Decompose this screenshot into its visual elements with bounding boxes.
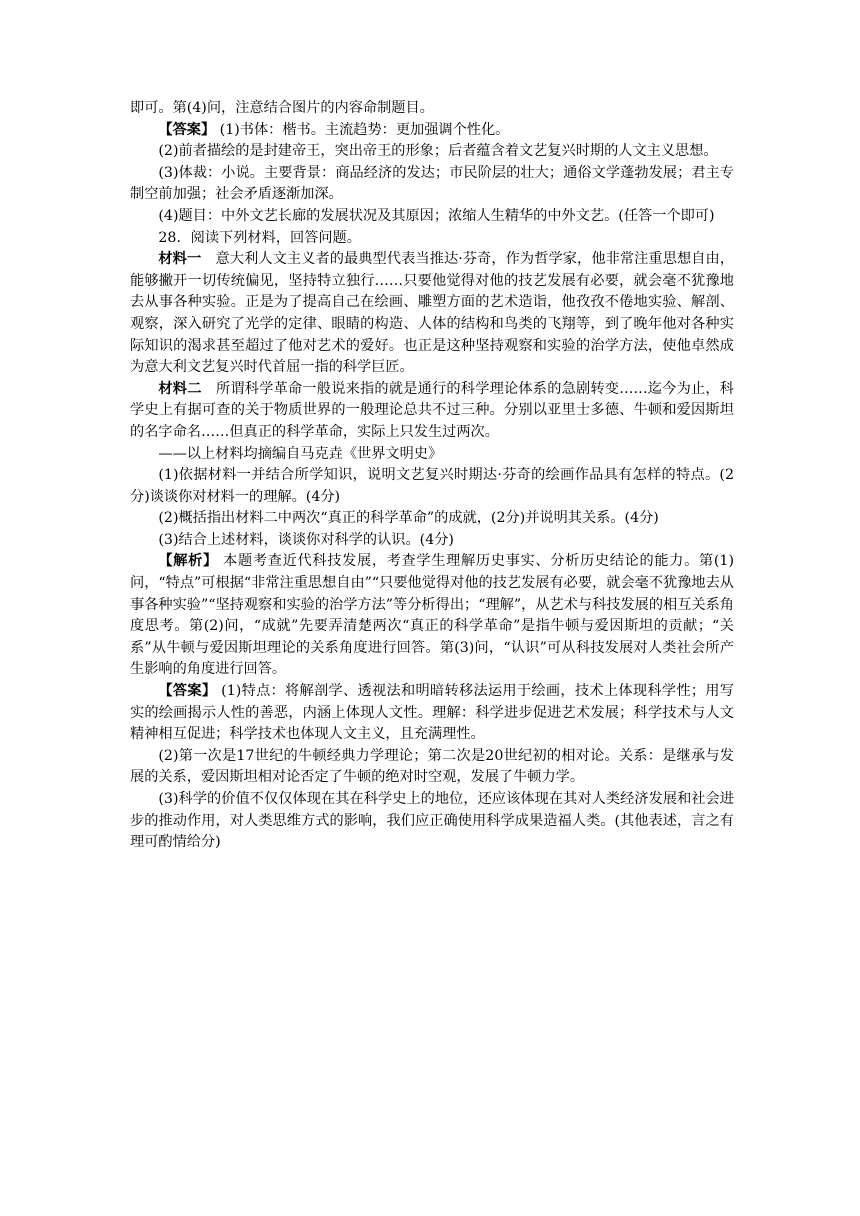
- analysis-label: 【解析】: [158, 553, 218, 570]
- source-citation: ——以上材料均摘编自马克垚《世界文明史》: [158, 445, 443, 462]
- analysis-paragraph: [130, 551, 734, 681]
- material-one-label: 材料一: [158, 251, 202, 268]
- sub-question-2: (2)概括指出材料二中两次“真正的科学革命”的成就，(2分)并说明其关系。(4分): [158, 510, 659, 527]
- material-one: [130, 249, 734, 379]
- answer-label: 【答案】: [158, 121, 216, 138]
- answer-text: (1)书体：楷书。主流趋势：更加强调个性化。: [215, 121, 510, 138]
- material-one-text: 意大利人文主义者的最典型代表当推达·芬奇，作为哲学家，他非常注重思想自由，能够撇开一切传统偏见，坚持特立独行……只要他觉得对他的技艺发展有必要，就会毫不犹豫地去从事各种实验。正是为了提高自己在绘画、雕塑方面的艺术造诣，他孜孜不倦地实验、解剖、观察，深入研究了光学的定律、眼睛的构造、人体的结构和鸟类的飞翔等，到了晚年他对各种实际知识的渴求甚至超过了他对艺术的爱好。也正是这种坚持观察和实验的治学方法，使他卓然成为意大利文艺复兴时代首屈一指的科学巨匠。: [130, 251, 734, 376]
- answer2-paragraph-3: (3)科学的价值不仅仅体现在其在科学史上的地位，还应该体现在其对人类经济发展和社会进步的推动作用，对人类思维方式的影响，我们应正确使用科学成果造福人类。(其他表述，言之有理可酌情给分): [130, 791, 734, 851]
- question-28: 28．阅读下列材料，回答问题。: [158, 229, 361, 246]
- answer-paragraph-2: (2)前者描绘的是封建帝王，突出帝王的形象；后者蕴含着文艺复兴时期的人文主义思想。: [158, 143, 718, 160]
- document-page: [130, 98, 734, 854]
- answer2-paragraph-1: [130, 681, 734, 746]
- sub-question-3: (3)结合上述材料，谈谈你对科学的认识。(4分): [158, 531, 454, 548]
- material-two: [130, 379, 734, 444]
- sub-question-1: (1)依据材料一并结合所学知识，说明文艺复兴时期达·芬奇的绘画作品具有怎样的特点。(2分)谈谈你对材料一的理解。(4分): [130, 467, 734, 505]
- answer-paragraph-4: (4)题目：中外文艺长廊的发展状况及其原因；浓缩人生精华的中外文艺。(任答一个即可): [158, 207, 715, 224]
- answer2-paragraph-2: (2)第一次是17世纪的牛顿经典力学理论；第二次是20世纪初的相对论。关系：是继承与发展的关系，爱因斯坦相对论否定了牛顿的绝对时空观，发展了牛顿力学。: [130, 747, 734, 786]
- answer2-text: (1)特点：将解剖学、透视法和明暗转移法运用于绘画，技术上体现科学性；用写实的绘画揭示人性的善恶，内涵上体现人文性。理解：科学进步促进艺术发展；科学技术与人文精神相互促进；科学技术也体现人文主义，且充满理性。: [130, 683, 734, 743]
- answer-paragraph-3: (3)体裁：小说。主要背景：商品经济的发达；市民阶层的壮大；通俗文学蓬勃发展；君主专制空前加强；社会矛盾逐渐加深。: [130, 164, 734, 203]
- material-two-text: 所谓科学革命一般说来指的就是通行的科学理论体系的急剧转变……迄今为止，科学史上有据可查的关于物质世界的一般理论总共不过三种。分别以亚里士多德、牛顿和爱因斯坦的名字命名……但真正的科学革命，实际上只发生过两次。: [130, 380, 734, 440]
- answer-paragraph-1: [130, 120, 734, 142]
- material-two-label: 材料二: [158, 380, 202, 397]
- intro-line: 即可。第(4)问，注意结合图片的内容命制题目。: [130, 100, 434, 116]
- analysis-text: 本题考查近代科技发展，考查学生理解历史事实、分析历史结论的能力。第(1)问，“特点”可根据“非常注重思想自由”“只要他觉得对他的技艺发展有必要，就会毫不犹豫地去从事各种实验”“坚持观察和实验的治学方法”等分析得出；“理解”，从艺术与科技发展的相互关系角度思考。第(2)问，“成就”先要弄清楚两次“真正的科学革命”是指牛顿与爱因斯坦的贡献；“关系”从牛顿与爱因斯坦理论的关系角度进行回答。第(3)问，“认识”可从科技发展对人类社会所产生影响的角度进行回答。: [130, 553, 734, 678]
- answer2-label: 【答案】: [158, 683, 217, 700]
